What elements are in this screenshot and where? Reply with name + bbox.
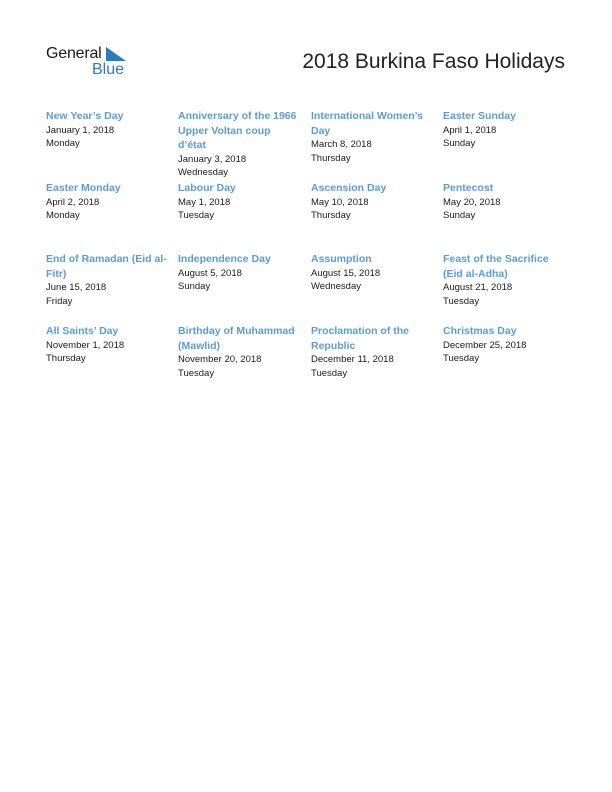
holiday-weekday: Sunday [443,138,476,149]
holiday-date: August 5, 2018 [178,267,242,279]
holiday-date: January 1, 2018 [46,124,115,136]
holiday-date: April 2, 2018 [46,196,100,208]
holiday-name: Independence Day [178,253,271,265]
holiday-weekday: Tuesday [178,210,215,221]
holiday-item [311,324,433,380]
holiday-date: May 10, 2018 [311,196,369,208]
holiday-weekday: Thursday [311,152,351,164]
holiday-name: Feast of the Sacrifice (Eid al-Adha) [443,253,549,280]
holiday-weekday: Tuesday [311,367,348,379]
holiday-weekday: Sunday [443,210,476,221]
holiday-name: Birthday of Muhammad (Mawlid) [178,325,295,352]
holiday-name: Assumption [311,253,372,265]
holiday-name: Proclamation of the Republic [311,325,410,352]
page-title: 2018 Burkina Faso Holidays [302,50,565,73]
holiday-weekday: Wednesday [178,167,228,178]
holiday-date: August 21, 2018 [443,282,513,293]
holiday-date: March 8, 2018 [311,139,372,150]
holiday-name: Ascension Day [311,182,387,194]
holiday-item [46,181,168,223]
holiday-item [46,324,168,366]
holiday-name: End of Ramadan (Eid al-Fitr) [46,253,167,280]
holiday-weekday: Tuesday [443,353,480,364]
holiday-date: May 20, 2018 [443,196,501,208]
holiday-item [443,324,565,366]
logo-flag-icon [106,47,126,61]
brand-logo [46,45,136,79]
holiday-item [443,109,565,151]
holiday-item [311,252,433,294]
holiday-item [178,252,300,294]
holiday-weekday: Tuesday [443,295,480,307]
holiday-name: All Saints’ Day [46,325,119,337]
holiday-item [311,181,433,223]
holiday-date: November 1, 2018 [46,339,125,351]
holiday-name: Christmas Day [443,325,517,337]
holiday-name: Labour Day [178,182,236,194]
logo-word-general: General [46,45,102,62]
holiday-weekday: Friday [46,295,73,307]
holiday-weekday: Thursday [311,210,351,221]
holiday-item [178,324,300,380]
holiday-weekday: Tuesday [178,367,215,379]
holiday-date: November 20, 2018 [178,354,262,365]
holiday-date: January 3, 2018 [178,153,247,165]
holiday-weekday: Thursday [46,353,86,364]
holiday-date: August 15, 2018 [311,267,381,279]
holiday-name: Anniversary of the 1966 Upper Voltan coup d’état [178,110,297,151]
holiday-name: Easter Monday [46,182,121,194]
holiday-name: New Year’s Day [46,110,124,122]
holiday-date: December 11, 2018 [311,354,394,365]
holiday-weekday: Monday [46,138,80,149]
holiday-weekday: Sunday [178,281,211,292]
holiday-item [46,109,168,151]
holiday-item [443,252,565,308]
holiday-weekday: Monday [46,210,80,221]
holiday-item [443,181,565,223]
logo-word-blue: Blue [92,61,125,78]
holiday-item [46,252,168,308]
holiday-name: Easter Sunday [443,110,516,122]
holiday-item [311,109,433,165]
holiday-date: June 15, 2018 [46,282,107,293]
holiday-weekday: Wednesday [311,281,361,292]
holiday-name: Pentecost [443,182,494,194]
holiday-name: International Women’s Day [311,110,424,137]
holiday-date: May 1, 2018 [178,196,231,208]
holiday-date: April 1, 2018 [443,124,497,136]
holiday-item [178,109,300,180]
holiday-date: December 25, 2018 [443,339,527,351]
holiday-item [178,181,300,223]
